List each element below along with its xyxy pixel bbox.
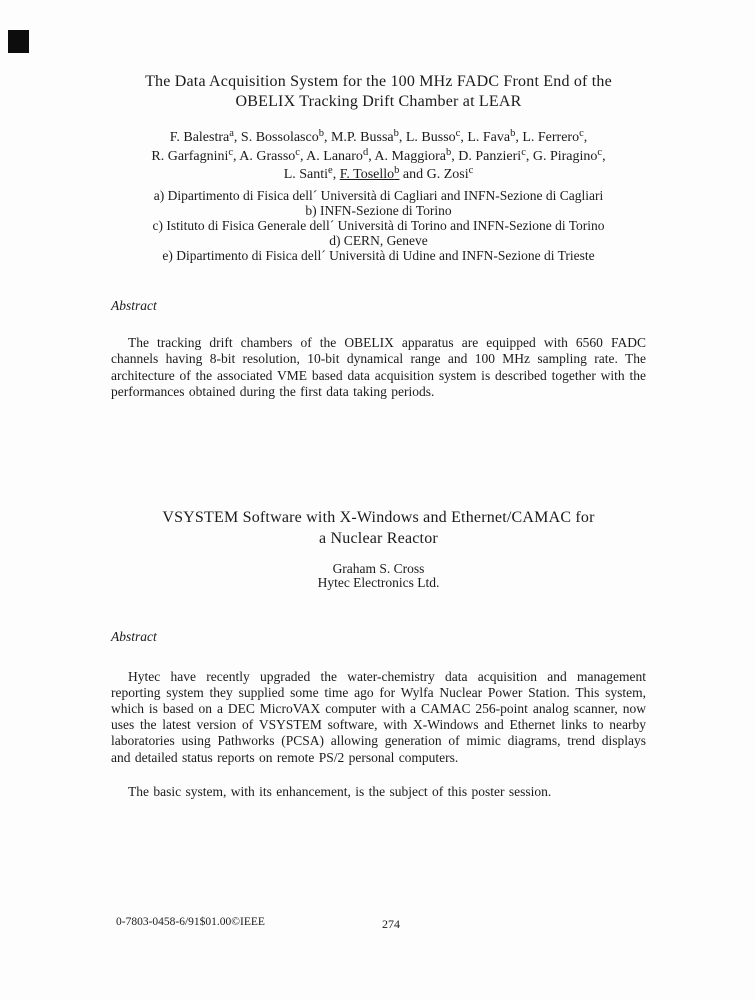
affiliation-superscript: b [393, 128, 399, 139]
author-line [111, 129, 646, 148]
text-line: VSYSTEM Software with X-Windows and Ethernet/CAMAC for [162, 508, 595, 526]
author-segment: , A. Lanaro$^d$ [299, 146, 369, 164]
page-number: 274 [382, 917, 400, 931]
copyright-notice: 0-7803-0458-6/91$01.00©IEEE [116, 916, 265, 928]
affiliation-superscript: c [468, 165, 474, 176]
paper1-title [111, 72, 646, 112]
paper2-title [111, 507, 646, 549]
author-segment: , M.P. Bussa$^b$ [323, 128, 399, 145]
affiliation-superscript: d [362, 146, 369, 158]
paper2-abstract-heading: Abstract [111, 628, 157, 644]
affiliation-superscript: a [229, 128, 234, 139]
author-segment: , D. Panzieri$^c$ [451, 146, 526, 164]
text-line: a Nuclear Reactor [319, 529, 438, 547]
affiliation-superscript: c [521, 146, 526, 158]
text-line: b) INFN-Sezione di Torino [305, 202, 452, 218]
text-line: c) Istituto di Fisica Generale dell´ Università di Torino and INFN-Sezione di Torino [152, 217, 605, 233]
paper2-closing-text: The basic system, with its enhancement, is the subject of this poster session. [128, 783, 552, 799]
scan-corner-mark [8, 30, 29, 53]
author-segment: , A. Maggiora$^b$ [368, 146, 452, 164]
text-line: d) CERN, Geneve [329, 232, 428, 248]
text-line: e) Dipartimento di Fisica dell´ Università di Udine and INFN-Sezione di Trieste [162, 247, 595, 263]
author-segment: , S. Bossolasco$^b$ [233, 128, 324, 145]
author-line [111, 148, 646, 167]
author-segment: , L. Fava$^b$ [460, 128, 516, 145]
page-content [111, 0, 646, 800]
affiliation-superscript: b [445, 146, 452, 158]
paper2-abstract-text: Hytec have recently upgraded the water-chemistry data acquisition and management reporting system they supplied some time ago for Wylfa Nuclear Power Station. This system, which is based on a DEC MicroVAX computer with a CAMAC 256-point analog scanner, now uses the latest version of VSYSTEM software, with X-Windows and Ethernet links to nearby laboratories using Pathworks (PCSA) allowing generation of mimic diagrams, trend displays and detailed status reports on remote PS/2 personal computers. [111, 668, 646, 765]
paper2-affiliation: Hytec Electronics Ltd. [317, 575, 440, 590]
affiliation-superscript: b [318, 128, 324, 139]
text-line: a) Dipartimento di Fisica dell´ Università di Cagliari and INFN-Sezione di Cagliari [153, 187, 604, 203]
affiliation-superscript: c [295, 146, 300, 158]
author-segment: and G. Zosi$^c$ [399, 165, 474, 182]
affiliation-superscript: c [597, 146, 603, 158]
author-segment: , L. Busso$^c$ [398, 128, 461, 145]
affiliation-superscript: c [455, 128, 461, 139]
author-segment: , [602, 148, 606, 164]
author-segment: R. Garfagnini$^c$ [151, 146, 234, 164]
author-segment: , A. Grasso$^c$ [233, 146, 300, 164]
author-segment: , L. Ferrero$^c$ [515, 128, 584, 145]
affiliation-superscript: b [510, 128, 516, 139]
paper2-author: Graham S. Cross [332, 560, 425, 576]
author-segment: F. Balestra$^a$ [169, 128, 234, 145]
affiliation-superscript: c [579, 128, 584, 139]
underlined-author: F. Tosello$^b$ [339, 165, 400, 182]
paper1-affiliations [111, 188, 646, 263]
affiliation-superscript: c [228, 146, 234, 158]
author-segment: , G. Piragino$^c$ [525, 146, 603, 164]
paper1-authors [111, 129, 646, 185]
author-segment: , [332, 167, 340, 182]
affiliation-superscript: b [394, 165, 400, 176]
text-line: OBELIX Tracking Drift Chamber at LEAR [235, 93, 522, 110]
affiliation-superscript: e [328, 165, 333, 176]
text-line: The Data Acquisition System for the 100 MHz FADC Front End of the [145, 73, 612, 90]
paper1-abstract-text: The tracking drift chambers of the OBELIX apparatus are equipped with 6560 FADC channels having 8-bit resolution, 10-bit dynamical range and 100 MHz sampling rate. The architecture of the associated VME based data acquisition system is described together with the performances obtained during the first data taking periods. [111, 334, 646, 399]
paper1-abstract-heading: Abstract [111, 297, 157, 313]
author-segment: L. Santi$^e$ [283, 165, 333, 182]
author-line [111, 166, 646, 185]
author-segment: , [583, 130, 588, 145]
